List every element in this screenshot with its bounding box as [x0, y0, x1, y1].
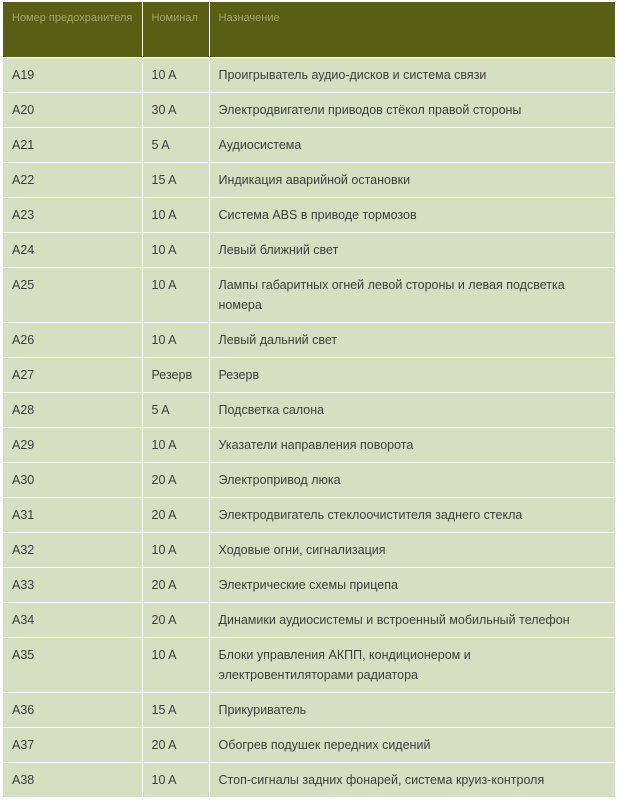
- rating-cell: 20 A: [142, 602, 209, 637]
- table-row: [3, 637, 615, 692]
- purpose-cell: Аудиосистема: [209, 127, 615, 162]
- rating-cell: 10 A: [142, 197, 209, 232]
- fuse-table-container: [2, 2, 615, 797]
- purpose-cell: Левый дальний свет: [209, 322, 615, 357]
- table-row: [3, 267, 615, 322]
- table-row: [3, 92, 615, 127]
- purpose-cell: Ходовые огни, сигнализация: [209, 532, 615, 567]
- table-row: [3, 497, 615, 532]
- purpose-cell: Резерв: [209, 357, 615, 392]
- rating-cell: 10 A: [142, 637, 209, 692]
- rating-cell: 20 A: [142, 497, 209, 532]
- table-row: [3, 567, 615, 602]
- purpose-cell: Лампы габаритных огней левой стороны и левая подсветка номера: [209, 267, 615, 322]
- rating-cell: 10 A: [142, 57, 209, 92]
- fuse-number-cell: A38: [3, 762, 142, 797]
- fuse-number-cell: A32: [3, 532, 142, 567]
- purpose-cell: Обогрев подушек передних сидений: [209, 727, 615, 762]
- fuse-number-cell: A26: [3, 322, 142, 357]
- table-body: [3, 57, 615, 797]
- fuse-number-cell: A27: [3, 357, 142, 392]
- fuse-number-cell: A24: [3, 232, 142, 267]
- rating-cell: 20 A: [142, 462, 209, 497]
- table-row: [3, 427, 615, 462]
- table-row: [3, 357, 615, 392]
- table-row: [3, 532, 615, 567]
- purpose-cell: Электродвигатели приводов стёкол правой стороны: [209, 92, 615, 127]
- table-row: [3, 57, 615, 92]
- rating-cell: 10 A: [142, 232, 209, 267]
- fuse-number-cell: A20: [3, 92, 142, 127]
- purpose-cell: Система ABS в приводе тормозов: [209, 197, 615, 232]
- table-row: [3, 692, 615, 727]
- fuse-number-cell: A29: [3, 427, 142, 462]
- fuse-number-cell: A36: [3, 692, 142, 727]
- rating-cell: 10 A: [142, 762, 209, 797]
- purpose-cell: Проигрыватель аудио-дисков и система связи: [209, 57, 615, 92]
- purpose-cell: Динамики аудиосистемы и встроенный мобильный телефон: [209, 602, 615, 637]
- rating-cell: 10 A: [142, 267, 209, 322]
- purpose-cell: Указатели направления поворота: [209, 427, 615, 462]
- rating-cell: 10 A: [142, 427, 209, 462]
- fuse-number-cell: A25: [3, 267, 142, 322]
- header-rating: Номинал: [142, 2, 209, 57]
- rating-cell: 15 A: [142, 692, 209, 727]
- purpose-cell: Стоп-сигналы задних фонарей, система круиз-контроля: [209, 762, 615, 797]
- table-row: [3, 322, 615, 357]
- purpose-cell: Подсветка салона: [209, 392, 615, 427]
- rating-cell: 15 A: [142, 162, 209, 197]
- header-purpose: Назначение: [209, 2, 615, 57]
- rating-cell: Резерв: [142, 357, 209, 392]
- table-row: [3, 197, 615, 232]
- fuse-number-cell: A22: [3, 162, 142, 197]
- fuse-number-cell: A33: [3, 567, 142, 602]
- fuse-number-cell: A28: [3, 392, 142, 427]
- fuse-number-cell: A34: [3, 602, 142, 637]
- table-row: [3, 602, 615, 637]
- fuse-number-cell: A21: [3, 127, 142, 162]
- purpose-cell: Электрические схемы прицепа: [209, 567, 615, 602]
- fuse-number-cell: A19: [3, 57, 142, 92]
- purpose-cell: Электропривод люка: [209, 462, 615, 497]
- rating-cell: 5 A: [142, 127, 209, 162]
- rating-cell: 10 A: [142, 322, 209, 357]
- table-row: [3, 232, 615, 267]
- fuse-number-cell: A30: [3, 462, 142, 497]
- purpose-cell: Блоки управления АКПП, кондиционером и электровентиляторами радиатора: [209, 637, 615, 692]
- header-row: [3, 2, 615, 57]
- table-row: [3, 392, 615, 427]
- table-header: [3, 2, 615, 57]
- purpose-cell: Левый ближний свет: [209, 232, 615, 267]
- fuse-table: [3, 2, 615, 797]
- rating-cell: 20 A: [142, 727, 209, 762]
- purpose-cell: Электродвигатель стеклоочистителя заднего стекла: [209, 497, 615, 532]
- table-row: [3, 727, 615, 762]
- header-fuse-number: Номер предохранителя: [3, 2, 142, 57]
- table-row: [3, 762, 615, 797]
- rating-cell: 30 A: [142, 92, 209, 127]
- fuse-number-cell: A35: [3, 637, 142, 692]
- fuse-number-cell: A23: [3, 197, 142, 232]
- rating-cell: 10 A: [142, 532, 209, 567]
- fuse-number-cell: A31: [3, 497, 142, 532]
- fuse-number-cell: A37: [3, 727, 142, 762]
- rating-cell: 20 A: [142, 567, 209, 602]
- table-row: [3, 462, 615, 497]
- purpose-cell: Прикуриватель: [209, 692, 615, 727]
- table-row: [3, 162, 615, 197]
- rating-cell: 5 A: [142, 392, 209, 427]
- purpose-cell: Индикация аварийной остановки: [209, 162, 615, 197]
- table-row: [3, 127, 615, 162]
